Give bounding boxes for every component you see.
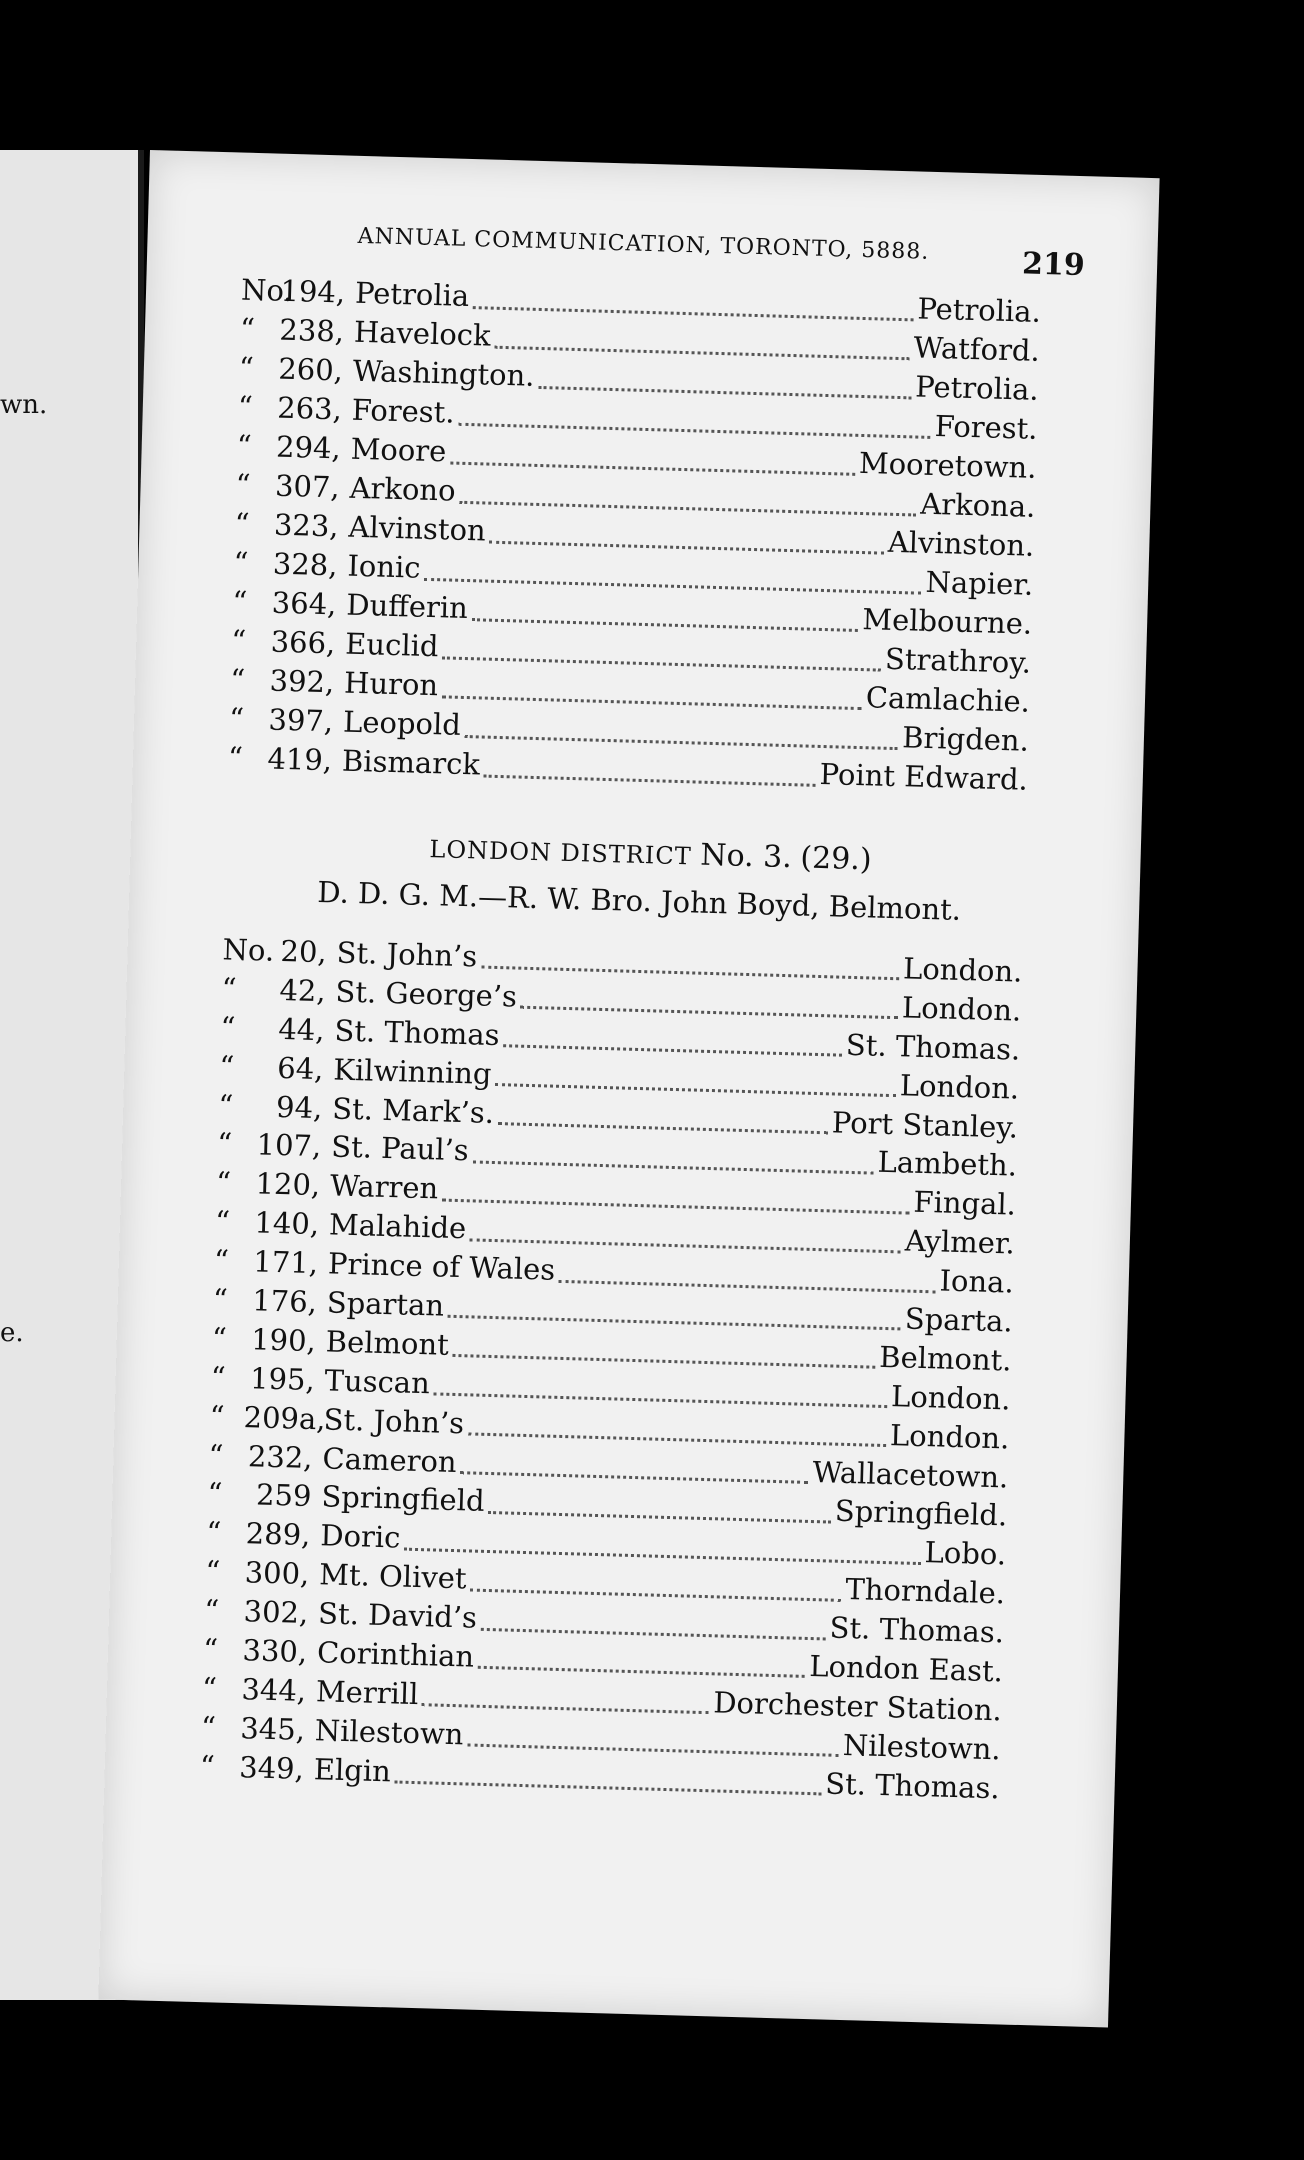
lodge-location: Wallacetown. (812, 1454, 1009, 1495)
lodge-prefix: “ (207, 1476, 223, 1512)
lodge-prefix: “ (235, 467, 251, 502)
lodge-number: 345, (239, 1710, 306, 1747)
lodge-name: Corinthian (316, 1635, 475, 1674)
leader-dots (484, 773, 816, 786)
lodge-name: Nilestown (314, 1713, 464, 1752)
lodge-location: Watford. (913, 330, 1041, 368)
lodge-location: London. (890, 1378, 1011, 1417)
lodge-number: 294, (275, 429, 342, 466)
leader-dots (478, 1665, 805, 1678)
lodge-name: Malahide (328, 1207, 467, 1246)
lodge-name: Mt. Olivet (318, 1557, 468, 1596)
lodge-location: Brigden. (901, 720, 1030, 758)
lodge-number: 397, (268, 702, 334, 739)
lodge-name: Leopold (342, 704, 462, 742)
lodge-prefix: “ (239, 311, 256, 346)
lodge-name: Petrolia (354, 275, 470, 313)
lodge-location: St. Thomas. (824, 1766, 1001, 1806)
lodge-name: Cameron (322, 1440, 458, 1479)
lodge-location: Aylmer. (904, 1223, 1016, 1261)
lodge-name: Belmont (325, 1324, 450, 1362)
lodge-prefix: “ (230, 623, 247, 658)
lodge-list-sarnia (227, 273, 1041, 802)
lodge-name: Moore (350, 431, 447, 469)
lodge-name: Warren (329, 1168, 439, 1206)
lodge-location: Dorchester Station. (712, 1685, 1003, 1728)
leader-dots (494, 344, 909, 360)
lodge-prefix: “ (228, 701, 245, 736)
lodge-prefix: “ (231, 584, 248, 619)
lodge-location: Camlachie. (865, 680, 1031, 719)
left-page-fragment: wn. (0, 390, 48, 420)
lodge-location: Alvinston. (887, 524, 1035, 563)
lodge-name: St. Paul’s (330, 1129, 470, 1168)
lodge-location: Iona. (939, 1263, 1015, 1300)
lodge-location: St. Thomas. (829, 1610, 1005, 1650)
district-heading (370, 828, 931, 879)
lodge-number: 344, (241, 1672, 307, 1708)
lodge-name: Huron (343, 665, 439, 703)
lodge-number: 260, (277, 351, 344, 388)
lodge-prefix: “ (209, 1398, 225, 1434)
lodge-number: 42, (279, 972, 327, 1009)
lodge-number: 120, (255, 1166, 321, 1203)
lodge-name: Elgin (313, 1751, 392, 1789)
lodge-location: Port Stanley. (831, 1104, 1019, 1145)
leader-dots (422, 1703, 709, 1715)
lodge-name: St. Thomas (334, 1013, 501, 1052)
leader-dots (471, 617, 858, 632)
lodge-name: Doric (319, 1518, 401, 1555)
lodge-number: 349, (238, 1749, 305, 1786)
lodge-number: 300, (244, 1555, 310, 1592)
lodge-prefix: “ (216, 1126, 233, 1162)
lodge-prefix: “ (210, 1359, 227, 1395)
lodge-name: Springfield (320, 1479, 486, 1519)
page-number: 219 (1021, 246, 1086, 284)
lodge-location: Point Edward. (819, 756, 1029, 797)
lodge-location: Thorndale. (845, 1572, 1006, 1611)
left-page-fragment: e. (0, 1318, 24, 1348)
leader-dots (468, 1431, 886, 1447)
leader-dots (448, 1314, 901, 1331)
lodge-name: St. John’s (323, 1402, 465, 1440)
lodge-prefix: “ (229, 662, 246, 697)
lodge-name: Bismarck (341, 743, 481, 782)
lodge-number: 238, (278, 312, 345, 349)
lodge-location: Fingal. (913, 1185, 1017, 1222)
lodge-prefix: “ (217, 1087, 234, 1123)
lodge-location: Napier. (925, 564, 1034, 602)
lodge-number: 190, (250, 1322, 317, 1358)
lodge-prefix: “ (214, 1204, 231, 1239)
lodge-location: London. (902, 951, 1023, 989)
lodge-number: 140, (254, 1205, 320, 1242)
lodge-name: Tuscan (324, 1363, 431, 1401)
lodge-number: 194, (280, 273, 346, 310)
lodge-prefix: “ (227, 740, 244, 775)
leader-dots (473, 305, 913, 321)
lodge-prefix: “ (202, 1632, 219, 1667)
leader-dots (538, 384, 911, 398)
document-page (98, 150, 1159, 2027)
lodge-name: Prince of Wales (327, 1246, 556, 1287)
district-officer: D. D. G. M.—R. W. Bro. John Boyd, Belmont. (316, 874, 962, 927)
running-head: ANNUAL COMMUNICATION, TORONTO, 5888. (357, 223, 930, 265)
leader-dots (498, 1121, 828, 1134)
lodge-number: 328, (272, 546, 338, 583)
lodge-number: 64, (276, 1050, 324, 1086)
lodge-number: 330, (242, 1633, 308, 1669)
leader-dots (488, 1510, 830, 1524)
lodge-name: St. George’s (335, 974, 518, 1014)
lodge-prefix: No. (240, 272, 294, 309)
lodge-number: 366, (270, 624, 336, 661)
leader-dots (464, 734, 898, 750)
lodge-prefix: No. (222, 932, 275, 968)
lodge-number: 263, (276, 390, 343, 427)
lodge-number: 392, (269, 663, 335, 700)
lodge-number: 176, (251, 1283, 318, 1320)
lodge-prefix: “ (208, 1437, 224, 1473)
lodge-number: 20, (280, 933, 328, 970)
lodge-location: London East. (808, 1649, 1004, 1689)
leader-dots (433, 1392, 886, 1409)
lodge-number: 419, (267, 741, 333, 778)
lodge-location: London. (899, 1067, 1020, 1106)
lodge-name: Merrill (315, 1674, 419, 1712)
leader-dots (481, 965, 899, 981)
lodge-name: Spartan (326, 1285, 445, 1323)
leader-dots (503, 1043, 842, 1056)
lodge-number: 289, (245, 1516, 311, 1553)
leader-dots (470, 1237, 901, 1253)
lodge-prefix: “ (203, 1593, 220, 1628)
lodge-number: 307, (274, 468, 341, 505)
leader-dots (470, 1587, 841, 1601)
lodge-name: St. John’s (336, 935, 478, 974)
lodge-name: Alvinston (348, 509, 487, 548)
leader-dots (460, 1470, 808, 1484)
lodge-name: Forest. (351, 392, 456, 430)
lodge-name: Washington. (352, 353, 535, 393)
leader-dots (481, 1626, 826, 1640)
leader-dots (495, 1082, 895, 1097)
lodge-location: Strathroy. (884, 641, 1032, 680)
lodge-name: Arkono (349, 470, 457, 508)
district-heading-count: (29.) (799, 840, 873, 878)
district-heading-number: No. 3. (699, 837, 793, 876)
lodge-prefix: “ (234, 506, 250, 541)
lodge-name: Kilwinning (332, 1052, 493, 1091)
lodge-number: 259 (255, 1477, 312, 1514)
lodge-prefix: “ (213, 1243, 230, 1278)
lodge-name: St. David’s (317, 1596, 478, 1635)
lodge-location: Forest. (934, 409, 1039, 446)
lodge-prefix: “ (236, 428, 253, 463)
lodge-prefix: “ (211, 1321, 228, 1356)
leader-dots (452, 1353, 875, 1369)
lodge-name: Euclid (344, 626, 439, 664)
lodge-prefix: “ (237, 389, 254, 424)
lodge-prefix: “ (212, 1282, 229, 1317)
lodge-location: Sparta. (904, 1301, 1014, 1339)
lodge-list-london (199, 932, 1023, 1810)
lodge-prefix: “ (238, 350, 255, 385)
lodge-number: 302, (243, 1594, 309, 1631)
lodge-location: Petrolia. (916, 291, 1042, 329)
lodge-prefix: “ (201, 1670, 218, 1706)
lodge-location: Lobo. (924, 1535, 1007, 1572)
lodge-prefix: “ (204, 1554, 221, 1589)
lodge-location: St. Thomas. (845, 1027, 1021, 1067)
lodge-location: Springfield. (834, 1494, 1008, 1533)
leader-dots (467, 1743, 839, 1757)
lodge-prefix: “ (233, 545, 249, 580)
lodge-prefix: “ (199, 1748, 216, 1784)
lodge-location: Nilestown. (842, 1727, 1002, 1767)
lodge-number: 364, (271, 585, 337, 622)
leader-dots (489, 539, 883, 554)
lodge-number: 171, (252, 1244, 319, 1281)
lodge-name: Dufferin (345, 587, 469, 626)
lodge-number: 195, (249, 1361, 316, 1397)
lodge-name: St. Mark’s. (331, 1091, 495, 1130)
lodge-name: Ionic (346, 548, 422, 585)
leader-dots (559, 1278, 936, 1293)
leader-dots (459, 499, 916, 516)
lodge-location: Mooretown. (858, 445, 1037, 485)
lodge-location: Melbourne. (861, 602, 1033, 641)
lodge-number: 323, (273, 507, 340, 544)
lodge-location: Belmont. (878, 1339, 1013, 1378)
lodge-number: 94, (275, 1089, 323, 1125)
lodge-prefix: “ (200, 1709, 217, 1745)
lodge-prefix: “ (220, 1010, 236, 1045)
lodge-prefix: “ (218, 1048, 235, 1084)
lodge-number: 44, (277, 1011, 325, 1047)
lodge-prefix: “ (215, 1165, 232, 1201)
lodge-location: Petrolia. (914, 369, 1040, 407)
lodge-number: 232, (247, 1438, 314, 1475)
lodge-prefix: “ (221, 971, 237, 1006)
lodge-name: Havelock (353, 314, 492, 353)
lodge-number: 107, (256, 1127, 322, 1164)
lodge-prefix: “ (205, 1515, 222, 1550)
leader-dots (394, 1780, 821, 1796)
lodge-location: Arkona. (919, 486, 1036, 524)
lodge-location: London. (889, 1417, 1010, 1456)
lodge-number: 209a, (243, 1399, 326, 1437)
leader-dots (442, 694, 862, 710)
leader-dots (472, 1159, 873, 1174)
leader-dots (521, 1005, 898, 1020)
district-heading-label: LONDON DISTRICT (429, 835, 693, 871)
lodge-location: Lambeth. (877, 1145, 1018, 1184)
leader-dots (442, 655, 881, 671)
lodge-location: London. (901, 990, 1022, 1028)
leader-dots (450, 460, 855, 475)
